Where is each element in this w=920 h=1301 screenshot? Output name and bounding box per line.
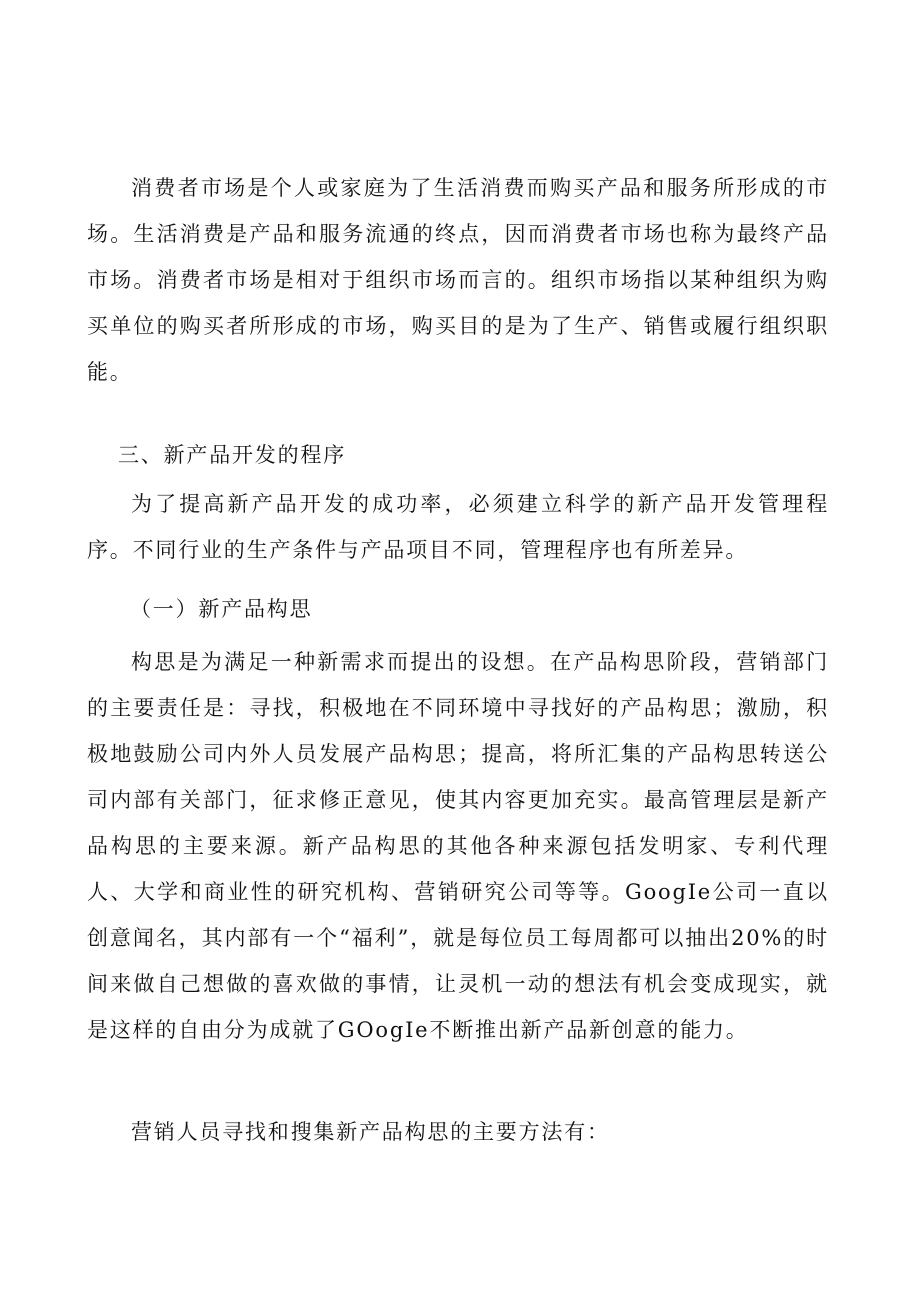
paragraph-concept-methods: 营销人员寻找和搜集新产品构思的主要方法有： bbox=[131, 1120, 610, 1144]
section-heading-development-process: 三、新产品开发的程序 bbox=[118, 443, 346, 467]
paragraph-consumer-market: 消费者市场是个人或家庭为了生活消费而购买产品和服务所形成的市场。生活消费是产品和服务流通的终点，因而消费者市场也称为最终产品市场。消费者市场是相对于组织市场而言的。组织市场指以某种组织为购买单位的购买者所形成的市场，购买目的是为了生产、销售或履行组织职能。 bbox=[87, 176, 829, 384]
paragraph-development-success: 为了提高新产品开发的成功率，必须建立科学的新产品开发管理程序。不同行业的生产条件与产品项目不同，管理程序也有所差异。 bbox=[87, 492, 829, 562]
paragraph-product-concept: 构思是为满足一种新需求而提出的设想。在产品构思阶段，营销部门的主要责任是：寻找，积极地在不同环境中寻找好的产品构思；激励，积极地鼓励公司内外人员发展产品构思；提高，将所汇集的产品构思转送公司内部有关部门，征求修正意见，使其内容更加充实。最高管理层是新产品构思的主要来源。新产品构思的其他各种来源包括发明家、专利代理人、大学和商业性的研究机构、营销研究公司等等。GoogIe公司一直以创意闻名，其内部有一个“福利”，就是每位员工每周都可以抽出20%的时间来做自己想做的喜欢做的事情，让灵机一动的想法有机会变成现实，就是这样的自由分为成就了GOogIe不断推出新产品新创意的能力。 bbox=[87, 650, 829, 1042]
subsection-heading-product-concept: （一）新产品构思 bbox=[130, 597, 313, 621]
